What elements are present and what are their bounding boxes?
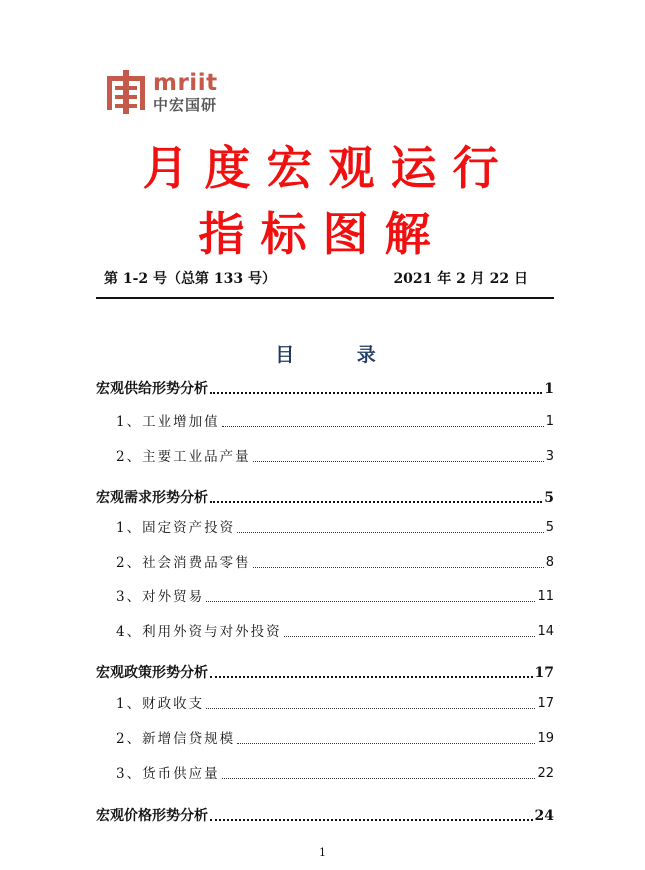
- toc-entry-label: 宏观供给形势分析: [96, 381, 208, 397]
- toc-entry[interactable]: [96, 380, 554, 398]
- toc-entry-label: 3、货币供应量: [116, 766, 220, 782]
- toc-entry-label: 宏观需求形势分析: [96, 490, 208, 506]
- toc-dot-leader: [237, 743, 535, 744]
- toc-dot-leader: [210, 392, 542, 394]
- toc-entry[interactable]: [116, 519, 554, 537]
- toc-entry[interactable]: [96, 489, 554, 507]
- toc-dot-leader: [253, 567, 544, 568]
- toc-dot-leader: [237, 532, 544, 533]
- issue-number: 第 1-2 号（总第 133 号）: [104, 271, 277, 287]
- toc-entry-page: 1: [545, 414, 554, 429]
- toc-entry[interactable]: [96, 807, 554, 825]
- toc-entry[interactable]: [116, 730, 554, 748]
- issue-info-row: [96, 268, 552, 292]
- toc-dot-leader: [210, 819, 533, 821]
- toc-entry-page: 8: [545, 555, 554, 570]
- mriit-logo: [105, 70, 230, 118]
- report-title-line-1: 月度宏观运行: [142, 141, 515, 195]
- toc-entry[interactable]: [116, 695, 554, 713]
- page-number: 1: [319, 846, 326, 859]
- toc-entry-page: 17: [534, 665, 554, 681]
- report-title-line-2: 指标图解: [198, 207, 447, 261]
- toc-dot-leader: [284, 636, 536, 637]
- toc-entry-label: 1、财政收支: [116, 696, 205, 712]
- issue-date: 2021 年 2 月 22 日: [393, 271, 528, 287]
- toc-entry-page: 1: [544, 381, 554, 397]
- toc-entry-label: 2、社会消费品零售: [116, 555, 251, 571]
- toc-dot-leader: [222, 426, 544, 427]
- logo-brand-en: mriit: [153, 70, 218, 96]
- toc-entry-page: 14: [537, 624, 554, 639]
- logo-brand-cn: 中宏国研: [153, 96, 218, 114]
- toc-entry[interactable]: [116, 623, 554, 641]
- toc-entry-page: 11: [537, 589, 554, 604]
- toc-entry-label: 宏观价格形势分析: [96, 808, 208, 824]
- toc-dot-leader: [206, 708, 535, 709]
- toc-entry-page: 3: [545, 449, 554, 464]
- logo-mark-icon: [105, 70, 147, 114]
- toc-entry-label: 4、利用外资与对外投资: [116, 624, 282, 640]
- toc-entry[interactable]: [96, 664, 554, 682]
- toc-dot-leader: [222, 778, 536, 779]
- toc-entry[interactable]: [116, 765, 554, 783]
- toc-entry-page: 24: [534, 808, 554, 824]
- toc-entry[interactable]: [116, 448, 554, 466]
- toc-dot-leader: [210, 676, 533, 678]
- toc-entry[interactable]: [116, 588, 554, 606]
- toc-entry-label: 2、新增信贷规模: [116, 731, 236, 747]
- toc-entry[interactable]: [116, 554, 554, 572]
- toc-dot-leader: [206, 601, 535, 602]
- toc-entry[interactable]: [116, 413, 554, 431]
- toc-entry-page: 19: [537, 731, 554, 746]
- toc-heading: 目 录: [275, 344, 404, 366]
- toc-entry-label: 1、工业增加值: [116, 414, 220, 430]
- toc-entry-page: 17: [537, 696, 554, 711]
- toc-dot-leader: [210, 501, 542, 503]
- toc-dot-leader: [253, 461, 544, 462]
- toc-entry-label: 3、对外贸易: [116, 589, 205, 605]
- toc-entry-label: 宏观政策形势分析: [96, 665, 208, 681]
- header-divider: [96, 297, 554, 299]
- toc-entry-label: 2、主要工业品产量: [116, 449, 251, 465]
- toc-entry-label: 1、固定资产投资: [116, 520, 236, 536]
- toc-entry-page: 5: [544, 490, 554, 506]
- toc-entry-page: 22: [537, 766, 554, 781]
- toc-entry-page: 5: [545, 520, 554, 535]
